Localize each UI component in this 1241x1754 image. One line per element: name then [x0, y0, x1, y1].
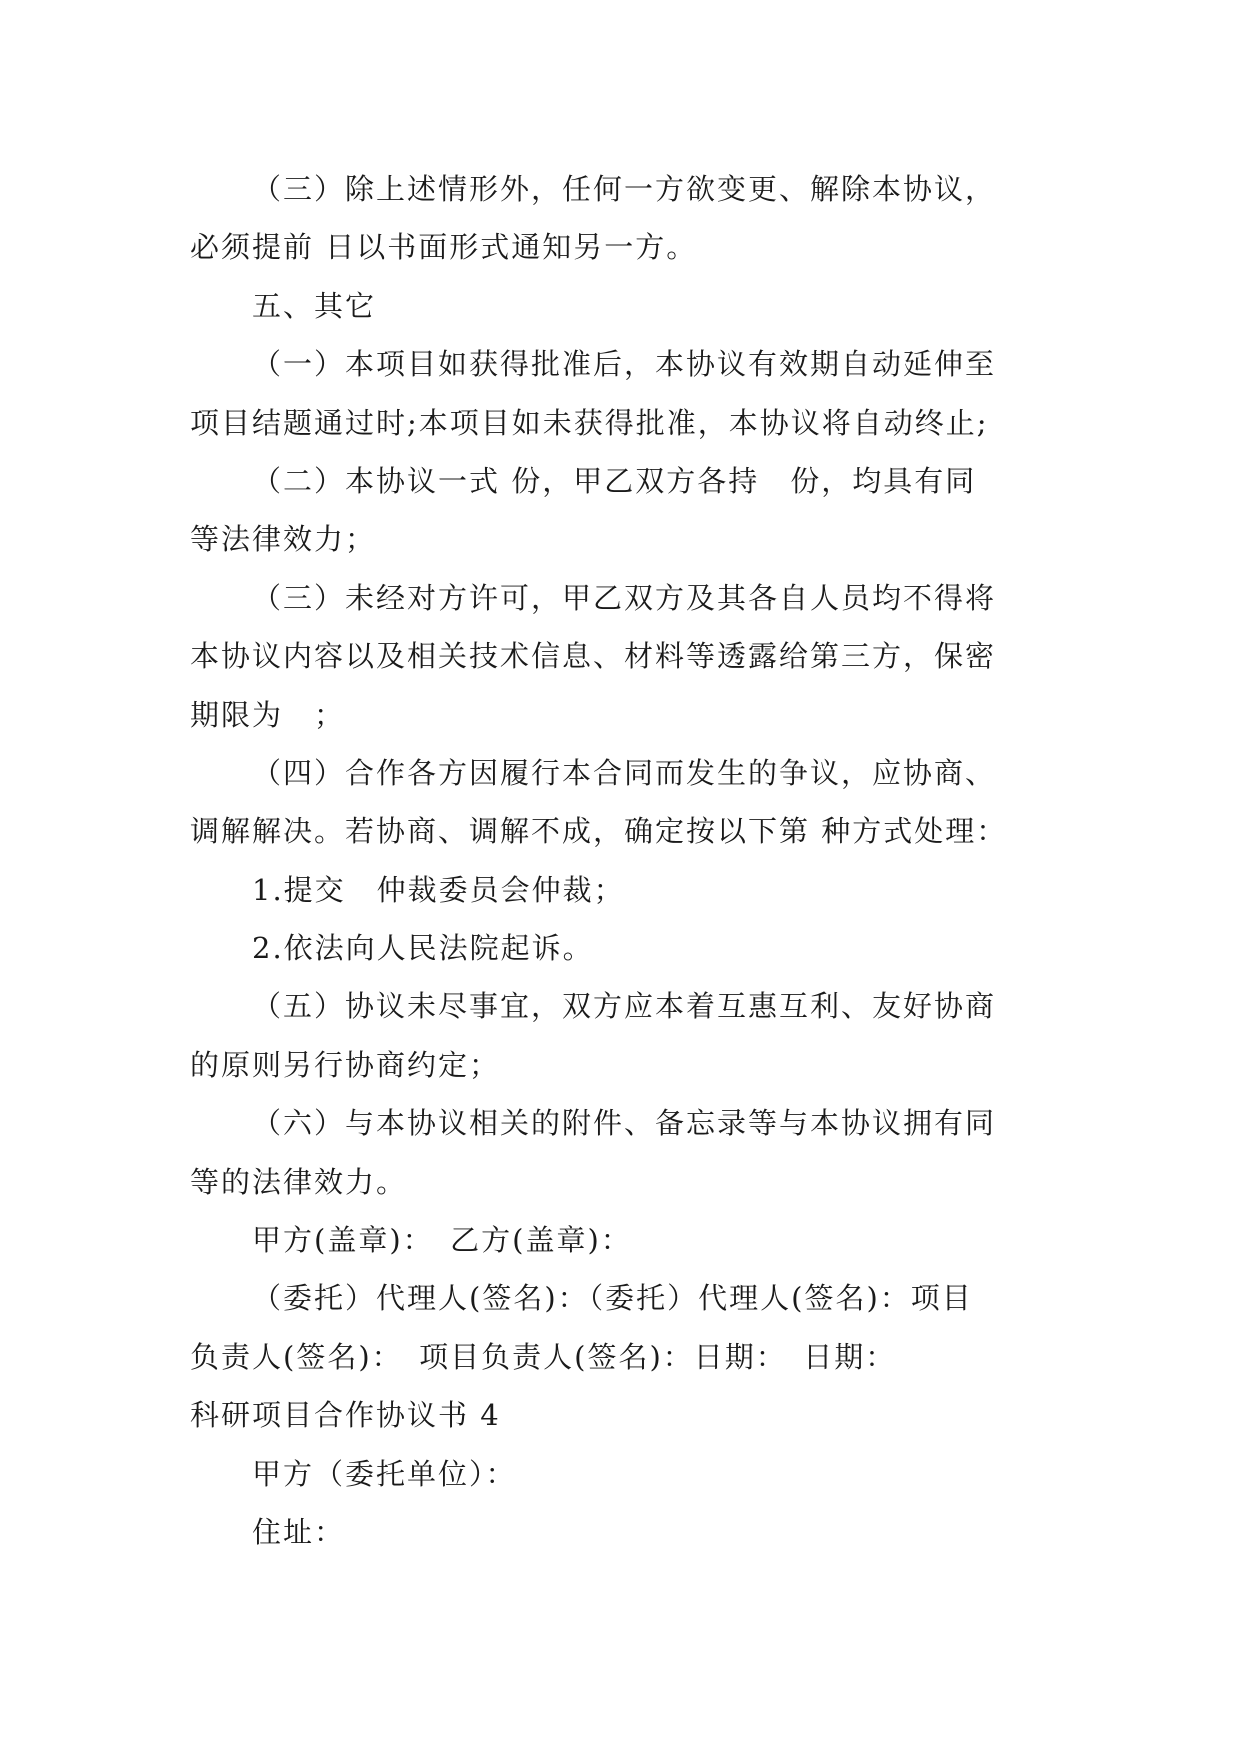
paragraph-line: （三）除上述情形外，任何一方欲变更、解除本协议， [252, 172, 997, 206]
signature-line: 甲方(盖章)： 乙方(盖章)： [252, 1223, 632, 1258]
paragraph-line: 项目结题通过时;本项目如未获得批准，本协议将自动终止; [190, 405, 989, 440]
section-heading: 五、其它 [252, 288, 377, 323]
paragraph-line: 调解解决。若协商、调解不成，确定按以下第 种方式处理： [190, 814, 1008, 849]
paragraph-line: （一）本项目如获得批准后，本协议有效期自动延伸至 [252, 347, 997, 382]
paragraph-line: 期限为 ； [190, 697, 346, 732]
paragraph-line: （三）未经对方许可，甲乙双方及其各自人员均不得将 [252, 580, 997, 615]
list-item: 2.依法向人民法院起诉。 [252, 931, 594, 966]
paragraph-line: 等法律效力； [190, 522, 377, 557]
paragraph-line: 必须提前 日以书面形式通知另一方。 [190, 230, 698, 265]
paragraph-line: （四）合作各方因履行本合同而发生的争议，应协商、 [252, 755, 997, 790]
document-body [190, 160, 1050, 1561]
paragraph-line: 等的法律效力。 [190, 1164, 408, 1199]
paragraph-line: （二）本协议一式 份，甲乙双方各持 份，均具有同 [252, 463, 977, 498]
address-field: 住址： [252, 1514, 346, 1549]
party-field: 甲方（委托单位）： [252, 1456, 517, 1491]
paragraph-line: （六）与本协议相关的附件、备忘录等与本协议拥有同 [252, 1106, 997, 1141]
paragraph-line: （五）协议未尽事宜，双方应本着互惠互利、友好协商 [252, 989, 997, 1024]
document-title: 科研项目合作协议书 4 [190, 1398, 501, 1433]
paragraph-line: 本协议内容以及相关技术信息、材料等透露给第三方，保密 [190, 639, 997, 674]
paragraph-line: 的原则另行协商约定； [190, 1047, 501, 1082]
signature-line: （委托）代理人(签名)：（委托）代理人(签名)：项目 [252, 1281, 973, 1316]
signature-line: 负责人(签名)： 项目负责人(签名)：日期： 日期： [190, 1339, 897, 1374]
list-item: 1.提交 仲裁委员会仲裁； [252, 872, 625, 907]
